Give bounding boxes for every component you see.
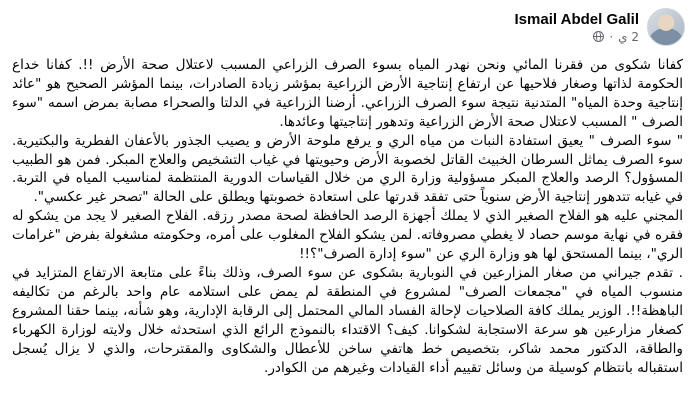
- post-header: [515, 8, 685, 46]
- meta-separator: ·: [609, 29, 614, 44]
- author-block: [515, 10, 639, 45]
- post-paragraph-1: كفانا شكوى من فقرنا المائي ونحن نهدر المياه بسوء الصرف الزراعي المسبب لاعتلال صحة الأرض !!. كفانا خداع الحكومة لذاتها وصغار فلاحيها عن ارتفاع إنتاجية الأرض الزراعية بمؤشر زيادة الصادرات، بينما المؤشر الصحيح هو "عائد إنتاجية وحدة المياه" المتدنية نتيجة سوء الصرف الزراعي. أرضنا الزراعية في الدلتا والصحراء مصابة بمرض اسمه "سوء الصرف " المسبب لاعتلال صحة الأرض الزراعية وتدهور إنتاجيتها وعائدها.: [12, 57, 683, 130]
- post-body: [12, 56, 683, 377]
- post-timestamp[interactable]: 2 ي: [618, 29, 639, 44]
- post-paragraph-3: المجني عليه هو الفلاح الصغير الذي لا يملك أجهزة الرصد الحافظة لصحة مصدر رزقه. الفلاح الصغير لا يجد من يشكو له فقره في نهاية موسم حصاد لا يغطي مصروفاته. لمن يشكو الفلاح المغلوب على أمره، وحكومته مشغولة بفرض "غرامات الري"، بينما المستحق لها هو وزارة الري عن "سوء إدارة الصرف"؟!!: [12, 208, 683, 263]
- post-paragraph-4: . تقدم جيراني من صغار المزارعين في النوبارية بشكوى عن سوء الصرف، وذلك بناءً على متابعة الارتفاع المتزايد في منسوب المياه في "مجمعات الصرف" لمشروع في المنطقة لم يمض على استلامه عام واحد بالرغم من تكاليفه الباهظة!!. الوزير يملك كافة الصلاحيات لإحالة الفساد المالي المحتمل إلى الرقابة الإدارية، وهو شأنه، بينما حقنا المشروع كصغار مزارعين هو سرعة الاستجابة لشكوانا. كيف؟ الاقتداء بالنموذج الرائع الذي استحدثه خلال ولايته لوزارة الكهرباء والطاقة، الدكتور محمد شاكر، بتخصيص خط هاتفي ساخن للأعطال والشكاوى والمقترحات، والذي لا يزال يُسجل استقباله بانتظام كوسيلة من وسائل تقييم أداء القيادات وغيرهم من الكوادر.: [12, 264, 683, 376]
- post-meta: [593, 29, 639, 45]
- post-paragraph-2: " سوء الصرف " يعيق استفادة النبات من مياه الري و يرفع ملوحة الأرض و يصيب الجذور بالأعفان الفطرية والبكتيرية. سوء الصرف يماثل السرطان الخبيث القاتل لخصوبة الأرض وحيويتها في غياب التشخيص والعلاج المبكر. فمن هو الطبيب المسؤول؟ الرصد والعلاج المبكر مسؤولية وزارة الري من خلال القياسات الدورية المنتظمة لمناسيب المياه في التربة. في غيابه تتدهور إنتاجية الأرض سنوياً حتى تفقد قدرتها على استعادة خصوبتها ويطلق على الحالة "تصحر غير عكسي".: [12, 132, 683, 206]
- author-avatar[interactable]: [647, 8, 685, 46]
- author-name-link[interactable]: Ismail Abdel Galil: [514, 10, 639, 28]
- globe-icon: [593, 31, 604, 42]
